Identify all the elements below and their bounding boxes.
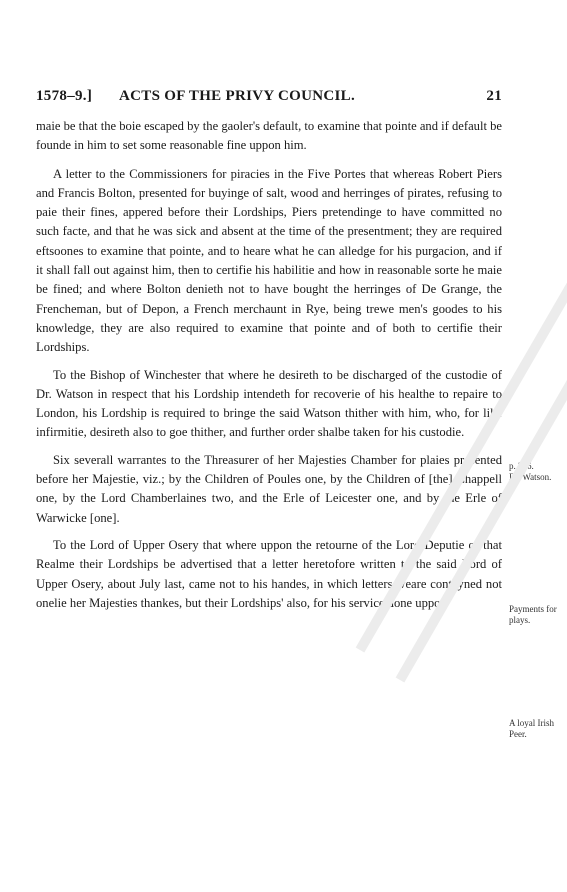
margin-note-plays: plays. xyxy=(509,615,531,625)
header-title: ACTS OF THE PRIVY COUNCIL. xyxy=(119,88,356,104)
margin-note-dr-watson xyxy=(509,461,565,483)
header-year: 1578–9.] xyxy=(36,88,93,104)
running-header xyxy=(36,88,502,108)
margin-note-payments-plays xyxy=(509,604,565,626)
body-text xyxy=(36,117,502,613)
paragraph-piracies-letter: A letter to the Commissioners for piracies in the Five Portes that whereas Robert Piers and Francis Bolton, presented for buyinge of salt, wood and herringes of pirates, refusing to paie their fines, appered before their Lordships, Piers pretendinge to have committed no such facte, and that he was sick and absent at the time of the presentment; they are required eftsoones to examine that pointe, and to heare what he can alledge for his purgacion, and if it shall fall out against him, then to certifie his habilitie and how in reasonable sorte he maie be fined; and where Bolton denieth not to have bought the herringes of De Grange, the Frencheman, but of Depon, a French merchaunt in Rye, being trewe men's goodes to his knowledge, they are also required to examine that pointe and of both to certifie their Lordships. xyxy=(36,166,502,355)
paragraph-upper-osery: To the Lord of Upper Osery that where uppon the retourne of the Lord Deputie of that Realme their Lordships be advertised that a letter heretofore written to the said Lord of Upper Osery, about July last, came not to his handes, in which letters weare conteyned not onelie her Majesties thankes, but their Lordships' also, for his service done uppon xyxy=(36,537,502,610)
margin-note-loyal-irish: A loyal Irish xyxy=(509,718,554,728)
margin-note-watson: Dr. Watson. xyxy=(509,472,552,482)
paragraph-warrants-plays: Six severall warrantes to the Threasurer of her Majesties Chamber for plaies presented before her Majestie, viz.; by the Children of Poules one, by the Children of [the] Chappell one, by the Lord Chamberlaines two, and the Erle of Leicester one, and by the Erle of Warwicke [one]. xyxy=(36,452,502,525)
page-number: 21 xyxy=(486,88,502,104)
paragraph-bishop-winchester: To the Bishop of Winchester that where he desireth to be discharged of the custodie of Dr. Watson in respect that his Lordship intendeth for recoverie of his healthe to repaire to London, his Lordship is required to bringe the said Watson thither with him, who, for like infirmitie, desireth also to goe thither, and further order shalbe taken for his custodie. xyxy=(36,367,502,440)
paragraph-continuation: maie be that the boie escaped by the gaoler's default, to examine that pointe and if default be founde in him to set some reasonable fine uppon him. xyxy=(36,119,502,153)
margin-note-page-ref: p. 376. xyxy=(509,461,534,471)
margin-note-loyal-irish-peer xyxy=(509,718,565,740)
margin-note-payments: Payments for xyxy=(509,604,557,614)
margin-note-peer: Peer. xyxy=(509,729,527,739)
